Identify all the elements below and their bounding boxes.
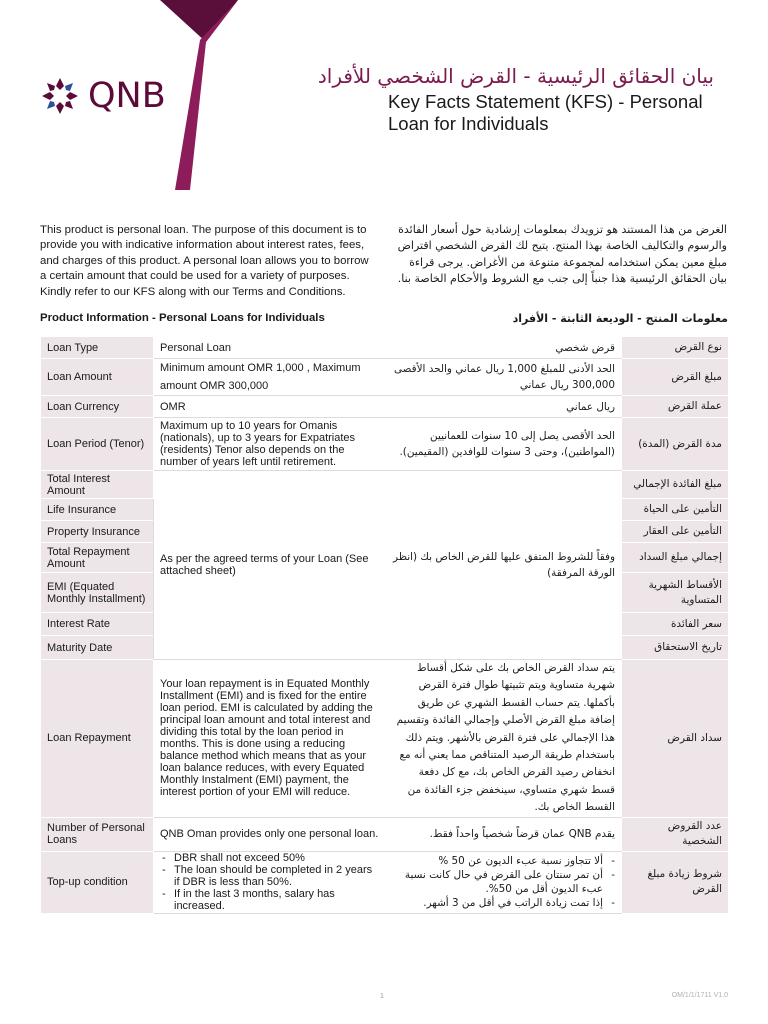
value-en [154,851,387,913]
table-row-loan-amount [41,359,729,396]
label-en: Top-up condition [41,851,154,913]
label-ar: مبلغ الفائدة الإجمالي [622,471,729,499]
list-item: - If in the last 3 months, salary has increased. [160,888,380,912]
list-item: - أن تمر سنتان على القرض في حال كانت نسبة عبء الديون أقل من 50%. [393,868,615,896]
label-en: EMI (Equated Monthly Installment) [41,573,154,613]
label-en: Life Insurance [41,499,154,521]
agreed-terms-en: As per the agreed terms of your Loan (See attached sheet) [154,471,387,660]
label-en: Total Repayment Amount [41,543,154,573]
topup-conditions-en [160,852,380,912]
value-ar: يتم سداد القرض الخاص بك على شكل أقساط شهرية متساوية ويتم تثبيتها طوال فترة القرض بأكملها. يتم حساب القسط الشهري عن طريق إضافة مبلغ القرض الأصلي وإجمالي الفائدة وتقسيم هذا الإجمالي على فترة القرض بالأشهر. ويتم ذلك باستخدام طريقة الرصيد المتناقص مما يعني أنه مع انخفاض رصيد القرض الخاص بك، مع كل دفعة قسط شهري متساوي، سينخفض جزء الفائدة من القسط الخاص بك. [387,660,622,818]
page-number: 1 [380,993,384,1000]
label-ar: إجمالي مبلغ السداد [622,543,729,573]
label-ar: الأقساط الشهرية المتساوية [622,573,729,613]
value-en: Personal Loan [154,337,387,359]
label-ar: نوع القرض [622,337,729,359]
label-ar: عملة القرض [622,396,729,418]
label-en: Total Interest Amount [41,471,154,499]
page-title: Key Facts Statement (KFS) - Personal Loan for Individuals [388,91,703,134]
value-ar: الحد الأدنى للمبلغ 1,000 ريال عماني والحد الأقصى 300,000 ريال عماني [387,359,622,396]
table-row-loan-currency [41,396,729,418]
label-en: Property Insurance [41,521,154,543]
label-en: Loan Type [41,337,154,359]
label-en: Loan Period (Tenor) [41,418,154,471]
list-item: - DBR shall not exceed 50% [160,852,380,864]
value-ar: قرض شخصي [387,337,622,359]
table-row-number-of-loans [41,817,729,851]
table-row-topup [41,851,729,913]
label-ar: سعر الفائدة [622,613,729,636]
brand-name: QNB [88,76,166,116]
label-ar: عدد القروض الشخصية [622,817,729,851]
value-ar: الحد الأقصى يصل إلى 10 سنوات للعمانيين (المواطنين)، وحتى 3 سنوات للوافدين (المقيمين). [387,418,622,471]
list-item: - The loan should be completed in 2 years if DBR is less than 50%. [160,864,380,888]
value-en: Your loan repayment is in Equated Monthly Installment (EMI) and is fixed for the entire loan period. EMI is calculated by adding the principal loan amount and total interest and dividing this total by the loan period in months. This is done using a reducing balance method which means that as your loan balance reduces, with every Equated Monthly Instalment (EMI) payment, the interest portion of your EMI will reduce. [154,660,387,818]
label-en: Number of Personal Loans [41,817,154,851]
section-heading-ar: معلومات المنتج - الوديعة الثابتة - الأفراد [512,312,728,325]
label-ar: مدة القرض (المدة) [622,418,729,471]
label-en: Loan Repayment [41,660,154,818]
intro-paragraph-en: This product is personal loan. The purpose of this document is to provide you with indicative information about interest rates, fees, and charges of this product. A personal loan allows you to borrow a certain amount that could be used for a variety of purposes. Kindly refer to our KFS along with our Terms and Conditions. [40,224,369,298]
intro-paragraph-ar: الغرض من هذا المستند هو تزويدك بمعلومات إرشادية حول أسعار الفائدة والرسوم والتكاليف الخاصة بهذا المنتج. يتيح لك القرض الشخصي اقتراض مبلغ معين يمكن استخدامه لمجموعة متنوعة من الأغراض. يرجى قراءة بيان الحقائق الرئيسية هذا جنباً إلى جنب مع الشروط والأحكام الخاصة بنا. [397,223,727,285]
qnb-star-icon [40,76,80,116]
value-en: Maximum up to 10 years for Omanis (nationals), up to 3 years for Expatriates (residents) Tenor also depends on the number of years left until retirement. [154,418,387,471]
table-row-total-interest [41,471,729,499]
label-ar: مبلغ القرض [622,359,729,396]
table-row-loan-period [41,418,729,471]
key-facts-table [40,336,729,914]
document-code: OM/1/1/1711 V1.0 [671,992,728,999]
table-row-loan-repayment [41,660,729,818]
list-item: - إذا تمت زيادة الراتب في أقل من 3 أشهر. [393,896,615,910]
value-en: QNB Oman provides only one personal loan. [154,817,387,851]
value-en: OMR [154,396,387,418]
label-ar: سداد القرض [622,660,729,818]
section-heading-en: Product Information - Personal Loans for Individuals [40,312,325,324]
label-en: Maturity Date [41,636,154,660]
table-row-loan-type [41,337,729,359]
label-ar: التأمين على الحياة [622,499,729,521]
label-en: Loan Currency [41,396,154,418]
label-ar: تاريخ الاستحقاق [622,636,729,660]
label-en: Interest Rate [41,613,154,636]
label-ar: شروط زيادة مبلغ القرض [622,851,729,913]
topup-conditions-ar [393,854,615,910]
value-ar: يقدم QNB عمان قرضاً شخصياً واحداً فقط. [387,817,622,851]
value-en: Minimum amount OMR 1,000 , Maximum amount OMR 300,000 [154,359,387,396]
label-en: Loan Amount [41,359,154,396]
value-ar [387,851,622,913]
page-title-arabic: بيان الحقائق الرئيسية - القرض الشخصي للأفراد [317,64,714,88]
agreed-terms-ar: وفقاً للشروط المتفق عليها للقرض الخاص بك (انظر الورقة المرفقة) [387,471,622,660]
list-item: - ألا تتجاوز نسبة عبء الديون عن 50 % [393,854,615,868]
value-ar: ريال عماني [387,396,622,418]
label-ar: التأمين على العقار [622,521,729,543]
qnb-logo [40,76,166,116]
